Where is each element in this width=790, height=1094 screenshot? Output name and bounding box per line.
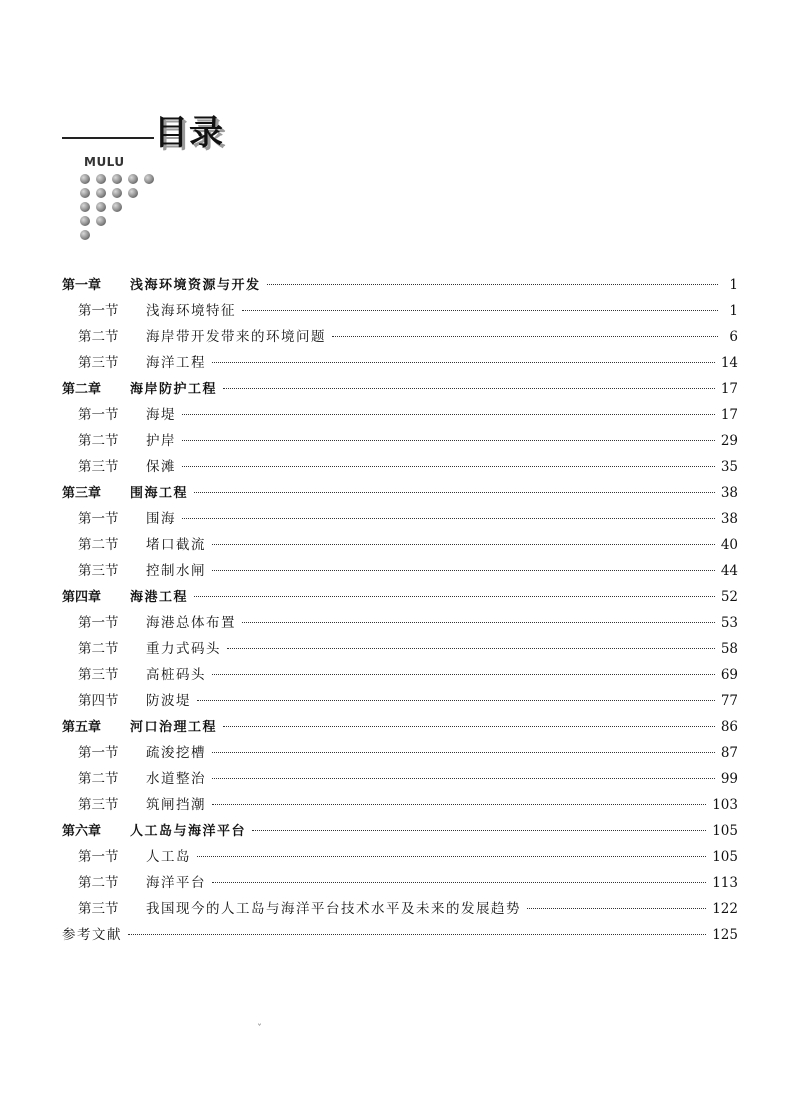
toc-entry-row (62, 922, 738, 948)
toc-section-row (62, 350, 738, 376)
toc-chapter-row (62, 376, 738, 402)
toc-page-number: 38 (720, 485, 738, 501)
toc-number: 第一节 (78, 745, 119, 761)
toc-section-row (62, 324, 738, 350)
toc-section-row (62, 532, 738, 558)
toc-section-row (62, 870, 738, 896)
toc-title: 海岸防护工程 (130, 382, 218, 397)
toc-section-row (62, 610, 738, 636)
toc-section-row (62, 766, 738, 792)
toc-title: 保滩 (146, 459, 176, 475)
toc-title: 围海 (146, 511, 176, 527)
toc-number: 第三节 (78, 355, 119, 371)
toc-section-row (62, 896, 738, 922)
toc-number: 第二章 (62, 382, 102, 397)
toc-title: 浅海环境特征 (146, 303, 236, 319)
decorative-dot (112, 202, 122, 212)
dot-leader (182, 414, 715, 415)
toc-section-row (62, 688, 738, 714)
toc-title: 人工岛 (146, 849, 191, 865)
dot-leader (182, 466, 715, 467)
toc-number: 第三章 (62, 486, 102, 501)
toc-chapter-row (62, 818, 738, 844)
toc-number: 第一节 (78, 303, 119, 319)
toc-title: 重力式码头 (146, 641, 221, 657)
dot-leader (227, 648, 715, 649)
toc-number: 第四节 (78, 693, 119, 709)
decorative-dot (96, 216, 106, 226)
toc-page-number: 17 (720, 407, 738, 423)
dot-leader (182, 440, 715, 441)
toc-page-number: 35 (720, 459, 738, 475)
dot-leader (223, 388, 715, 389)
dot-leader (212, 570, 715, 571)
toc-title: 护岸 (146, 433, 176, 449)
dot-leader (194, 492, 715, 493)
toc-chapter-row (62, 714, 738, 740)
toc-page-number: 58 (720, 641, 738, 657)
toc-number: 第二节 (78, 329, 119, 345)
toc-title: 海堤 (146, 407, 176, 423)
toc-title: 海岸带开发带来的环境问题 (146, 329, 326, 345)
toc-title: 海港工程 (130, 590, 189, 605)
toc-title: 浅海环境资源与开发 (130, 278, 261, 293)
decorative-dot (112, 188, 122, 198)
toc-title: 水道整治 (146, 771, 206, 787)
toc-number: 第二节 (78, 433, 119, 449)
toc-page-number: 122 (712, 901, 738, 917)
toc-number: 第一节 (78, 615, 119, 631)
toc-number: 第二节 (78, 875, 119, 891)
toc-section-row (62, 740, 738, 766)
dot-leader (267, 284, 718, 285)
toc-title: 海港总体布置 (146, 615, 236, 631)
dot-leader (242, 310, 718, 311)
toc-number: 第三节 (78, 563, 119, 579)
toc-page-number: 53 (720, 615, 738, 631)
page-subtitle: MULU (84, 155, 125, 169)
toc-number: 第一节 (78, 407, 119, 423)
toc-title: 人工岛与海洋平台 (130, 824, 247, 839)
toc-section-row (62, 636, 738, 662)
decorative-dot (128, 188, 138, 198)
page-title: 目录 (154, 113, 224, 153)
toc-section-row (62, 844, 738, 870)
dot-leader (197, 700, 715, 701)
toc-page-number: 87 (720, 745, 738, 761)
toc-title: 围海工程 (130, 486, 189, 501)
dot-leader (212, 362, 715, 363)
toc-title: 高桩码头 (146, 667, 206, 683)
dot-leader (197, 856, 706, 857)
toc-page-number: 44 (720, 563, 738, 579)
toc-number: 第三节 (78, 797, 119, 813)
toc-number: 第一章 (62, 278, 102, 293)
toc-section-row (62, 662, 738, 688)
toc-number: 第三节 (78, 459, 119, 475)
toc-title: 疏浚挖槽 (146, 745, 206, 761)
toc-section-row (62, 298, 738, 324)
table-of-contents (62, 272, 738, 948)
toc-page-number: 29 (720, 433, 738, 449)
dot-leader (212, 882, 706, 883)
dot-leader (212, 674, 715, 675)
toc-page-number: 52 (720, 589, 738, 605)
decorative-dot (80, 216, 90, 226)
toc-title: 防波堤 (146, 693, 191, 709)
dot-leader (194, 596, 715, 597)
toc-number: 第五章 (62, 720, 102, 735)
toc-title: 海洋工程 (146, 355, 206, 371)
header-rule (62, 137, 154, 139)
toc-title: 我国现今的人工岛与海洋平台技术水平及未来的发展趋势 (146, 901, 521, 917)
decorative-dot (112, 174, 122, 184)
toc-number: 第二节 (78, 771, 119, 787)
dot-leader (223, 726, 715, 727)
dot-leader (212, 544, 715, 545)
toc-section-row (62, 402, 738, 428)
toc-number: 第三节 (78, 901, 119, 917)
dot-leader (212, 778, 715, 779)
decorative-dot (144, 174, 154, 184)
toc-number: 第六章 (62, 824, 102, 839)
toc-title: 控制水闸 (146, 563, 206, 579)
toc-page-number: 40 (720, 537, 738, 553)
toc-page-number: 6 (729, 329, 738, 345)
toc-title: 河口治理工程 (130, 720, 218, 735)
toc-page-number: 1 (729, 277, 738, 293)
decorative-dot (80, 230, 90, 240)
toc-page-number: 38 (720, 511, 738, 527)
toc-chapter-row (62, 272, 738, 298)
toc-number: 第三节 (78, 667, 119, 683)
toc-section-row (62, 558, 738, 584)
toc-section-row (62, 506, 738, 532)
toc-chapter-row (62, 480, 738, 506)
dot-leader (242, 622, 715, 623)
toc-page-number: 99 (720, 771, 738, 787)
decorative-dot (80, 188, 90, 198)
decorative-dot (96, 202, 106, 212)
dot-leader (128, 934, 706, 935)
toc-number: 第二节 (78, 537, 119, 553)
toc-page-number: 105 (712, 849, 738, 865)
toc-title: 筑闸挡潮 (146, 797, 206, 813)
dot-leader (332, 336, 718, 337)
toc-page-number: 105 (712, 823, 738, 839)
toc-page-number: 125 (712, 927, 738, 943)
dot-leader (212, 804, 706, 805)
scan-mark: ˇ (257, 1024, 262, 1035)
toc-number: 第四章 (62, 590, 102, 605)
toc-number: 第一节 (78, 511, 119, 527)
toc-number: 第一节 (78, 849, 119, 865)
toc-page-number: 1 (729, 303, 738, 319)
toc-chapter-row (62, 584, 738, 610)
toc-section-row (62, 792, 738, 818)
dot-leader (182, 518, 715, 519)
toc-section-row (62, 428, 738, 454)
decorative-dot (96, 188, 106, 198)
toc-page-number: 69 (720, 667, 738, 683)
toc-header (62, 112, 302, 252)
toc-page-number: 14 (720, 355, 738, 371)
dot-leader (527, 908, 706, 909)
toc-page-number: 77 (720, 693, 738, 709)
toc-page-number: 113 (712, 875, 738, 891)
toc-page-number: 103 (712, 797, 738, 813)
dot-leader (252, 830, 706, 831)
toc-section-row (62, 454, 738, 480)
toc-title: 堵口截流 (146, 537, 206, 553)
toc-page-number: 86 (720, 719, 738, 735)
decorative-dot (96, 174, 106, 184)
toc-page-number: 17 (720, 381, 738, 397)
decorative-dot (80, 174, 90, 184)
decorative-dot (128, 174, 138, 184)
toc-title: 参考文献 (62, 927, 122, 943)
decorative-dot (80, 202, 90, 212)
toc-title: 海洋平台 (146, 875, 206, 891)
dot-leader (212, 752, 715, 753)
toc-number: 第二节 (78, 641, 119, 657)
